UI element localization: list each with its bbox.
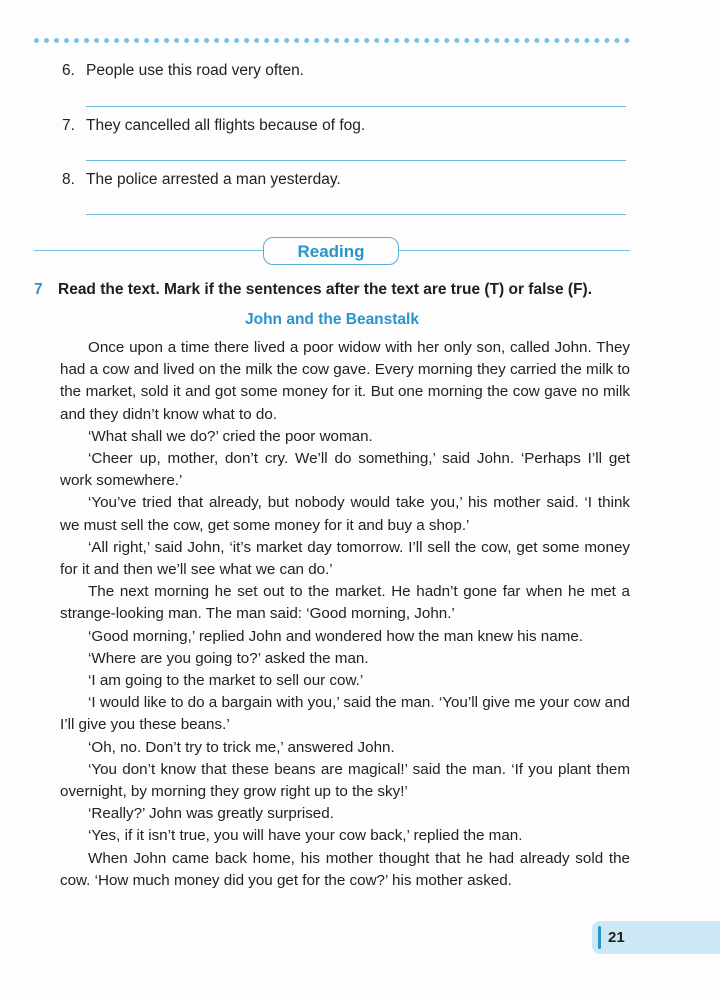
story-paragraph: ‘You’ve tried that already, but nobody would take you,’ his mother said. ‘I think we must sell the cow, get some money for it and buy a shop.’ [60, 494, 630, 534]
exercise-item-8 [62, 171, 628, 189]
answer-line-6[interactable] [86, 106, 626, 107]
section-heading-reading: Reading [263, 237, 399, 265]
story-paragraph: ‘What shall we do?’ cried the poor woman. [88, 427, 373, 445]
story-paragraph: ‘Where are you going to?’ asked the man. [88, 649, 369, 667]
story-paragraph: The next morning he set out to the market. He hadn’t gone far when he met a strange-looking man. The man said: ‘Good morning, John.’ [60, 583, 630, 623]
exercise-number: 6. [62, 62, 75, 79]
section-rule-left [34, 250, 263, 251]
page-number-tab [592, 921, 720, 954]
story-paragraph: ‘Cheer up, mother, don’t cry. We’ll do something,’ said John. ‘Perhaps I’ll get work somewhere.’ [60, 450, 630, 490]
page-number: 21 [608, 929, 625, 946]
story-paragraph: ‘Oh, no. Don’t try to trick me,’ answered John. [88, 738, 395, 756]
exercise-number: 8. [62, 171, 75, 188]
exercise-sentence: They cancelled all flights because of fog. [86, 117, 366, 134]
exercise-number: 7. [62, 117, 75, 134]
task-instruction [34, 281, 654, 299]
page-tab-accent-bar [598, 926, 601, 949]
story-paragraph: ‘I would like to do a bargain with you,’ said the man. ‘You’ll give me your cow and I’ll give you these beans.’ [60, 694, 630, 734]
task-text: Read the text. Mark if the sentences after the text are true (T) or false (F). [58, 281, 593, 298]
story-paragraph: ‘Good morning,’ replied John and wondered how the man knew his name. [88, 627, 584, 645]
answer-line-8[interactable] [86, 214, 626, 215]
story-paragraph: ‘You don’t know that these beans are magical!’ said the man. ‘If you plant them overnight, by morning they grow right up to the sky!’ [60, 760, 630, 801]
exercise-item-7 [62, 117, 628, 135]
exercise-item-6 [62, 62, 628, 80]
story-paragraph: ‘Really?’ John was greatly surprised. [88, 805, 334, 823]
exercise-sentence: The police arrested a man yesterday. [86, 171, 341, 188]
story-paragraph: ‘Yes, if it isn’t true, you will have your cow back,’ replied the man. [88, 827, 523, 845]
story-paragraph: When John came back home, his mother thought that he had already sold the cow. ‘How much money did you get for the cow?’ his mother asked. [60, 849, 630, 889]
task-number: 7 [34, 281, 43, 298]
story-paragraph: ‘All right,’ said John, ‘it’s market day tomorrow. I’ll sell the cow, get some money for it and then we’ll see what we can do.’ [60, 538, 630, 579]
story-text [60, 337, 630, 892]
section-rule-right [399, 250, 630, 251]
exercise-sentence: People use this road very often. [86, 62, 304, 79]
story-title: John and the Beanstalk [245, 311, 419, 328]
story-paragraph: Once upon a time there lived a poor widow with her only son, called John. They had a cow and lived on the milk the cow gave. Every morning they carried the milk to the market, sold it and got some money for it. But one morning the cow gave no milk and they didn’t know what to do. [60, 339, 630, 423]
story-paragraph: ‘I am going to the market to sell our cow.’ [88, 672, 364, 690]
dotted-divider [34, 38, 630, 43]
answer-line-7[interactable] [86, 160, 626, 161]
